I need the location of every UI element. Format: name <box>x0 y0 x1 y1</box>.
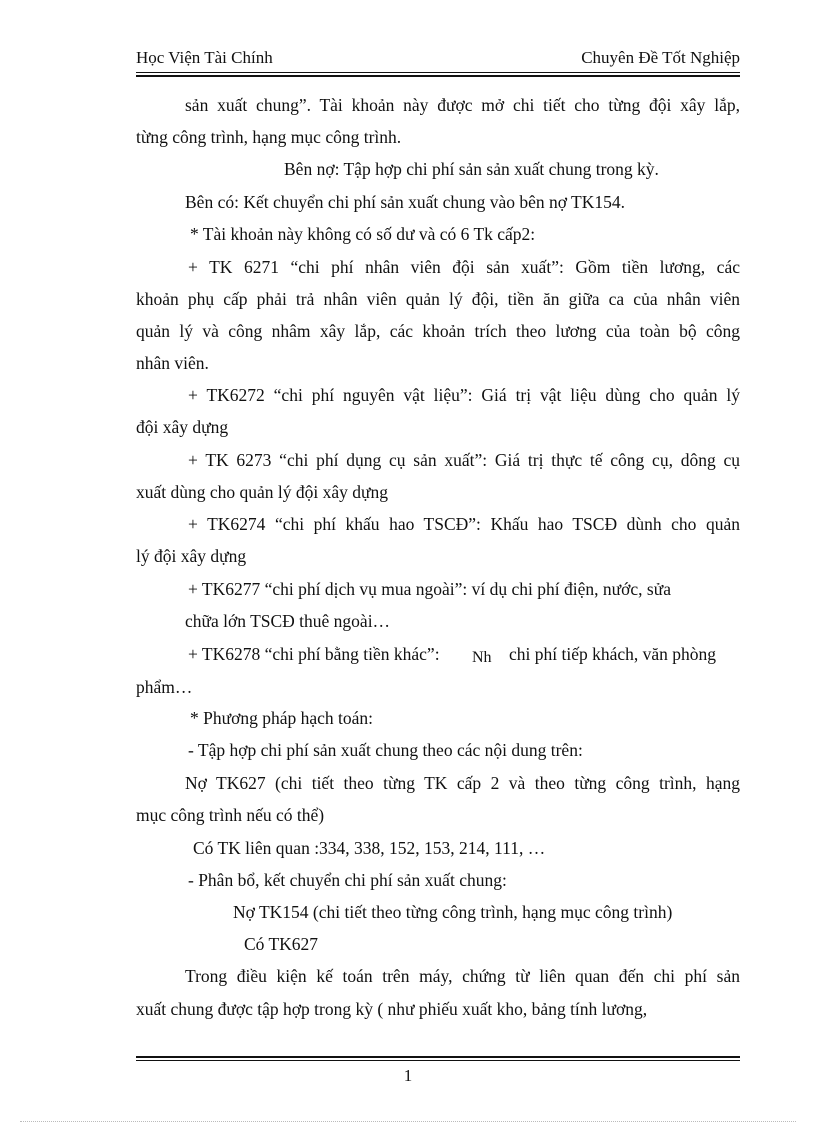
header-rule <box>136 72 740 73</box>
text-line: chữa lớn TSCĐ thuê ngoài… <box>185 611 391 631</box>
text-line: xuất dùng cho quản lý đội xây dựng <box>136 482 389 502</box>
text-line: Có TK liên quan :334, 338, 152, 153, 214, 111, … <box>193 838 546 858</box>
text-line: + TK6274 “chi phí khấu hao TSCĐ”: Khấu hao TSCĐ dùnh cho quản <box>188 514 740 534</box>
footer-rule <box>136 1060 740 1061</box>
text-line: * Phương pháp hạch toán: <box>190 708 374 728</box>
text-line: Có TK627 <box>244 934 319 954</box>
text-line: Trong điều kiện kế toán trên máy, chứng từ liên quan đến chi phí sản <box>185 966 740 986</box>
text-line: + TK6278 “chi phí bằng tiền khác”: <box>188 644 440 664</box>
page-number: 1 <box>403 1066 413 1085</box>
text-line: + TK6272 “chi phí nguyên vật liệu”: Giá trị vật liệu dùng cho quản lý <box>188 385 740 405</box>
text-line: nhân viên. <box>136 353 209 373</box>
text-line: xuất chung được tập hợp trong kỳ ( như phiếu xuất kho, bảng tính lương, <box>136 999 648 1019</box>
text-fragment: Nh <box>472 649 492 666</box>
text-line: * Tài khoản này không có số dư và có 6 Tk cấp2: <box>190 224 536 244</box>
text-line: quản lý và công nhâm xây lắp, các khoản trích theo lương của toàn bộ công <box>136 321 740 341</box>
text-line: Nợ TK627 (chi tiết theo từng TK cấp 2 và theo từng công trình, hạng <box>185 773 740 793</box>
text-line: + TK6277 “chi phí dịch vụ mua ngoài”: ví dụ chi phí điện, nước, sửa <box>188 579 671 599</box>
text-line: - Phân bổ, kết chuyển chi phí sản xuất chung: <box>188 870 507 890</box>
page-header <box>136 48 740 74</box>
header-document-type: Chuyên Đề Tốt Nghiệp <box>581 48 740 67</box>
text-line: từng công trình, hạng mục công trình. <box>136 127 402 147</box>
text-line: Bên có: Kết chuyển chi phí sản xuất chung vào bên nợ TK154. <box>185 192 626 212</box>
text-line: Bên nợ: Tập hợp chi phí sản sản xuất chung trong kỳ. <box>284 159 659 179</box>
text-line: mục công trình nếu có thể) <box>136 805 325 825</box>
footer-rule-thick <box>136 1056 740 1058</box>
text-line: sản xuất chung”. Tài khoản này được mở chi tiết cho từng đội xây lắp, <box>185 95 740 115</box>
text-line: khoản phụ cấp phải trả nhân viên quản lý đội, tiền ăn giữa ca của nhân viên <box>136 289 740 309</box>
text-line: phẩm… <box>136 677 193 697</box>
text-line: + TK 6273 “chi phí dụng cụ sản xuất”: Giá trị thực tế công cụ, dông cụ <box>188 450 740 470</box>
text-line: đội xây dựng <box>136 417 229 437</box>
text-line: + TK 6271 “chi phí nhân viên đội sản xuất”: Gồm tiền lương, các <box>188 257 740 277</box>
page-boundary <box>20 1121 796 1122</box>
text-line: Nợ TK154 (chi tiết theo từng công trình, hạng mục công trình) <box>233 902 673 922</box>
header-institution: Học Viện Tài Chính <box>136 48 273 67</box>
header-rule-thick <box>136 75 740 77</box>
text-line: chi phí tiếp khách, văn phòng <box>509 644 717 664</box>
text-line: - Tập hợp chi phí sản xuất chung theo các nội dung trên: <box>188 740 583 760</box>
text-line: lý đội xây dựng <box>136 546 247 566</box>
